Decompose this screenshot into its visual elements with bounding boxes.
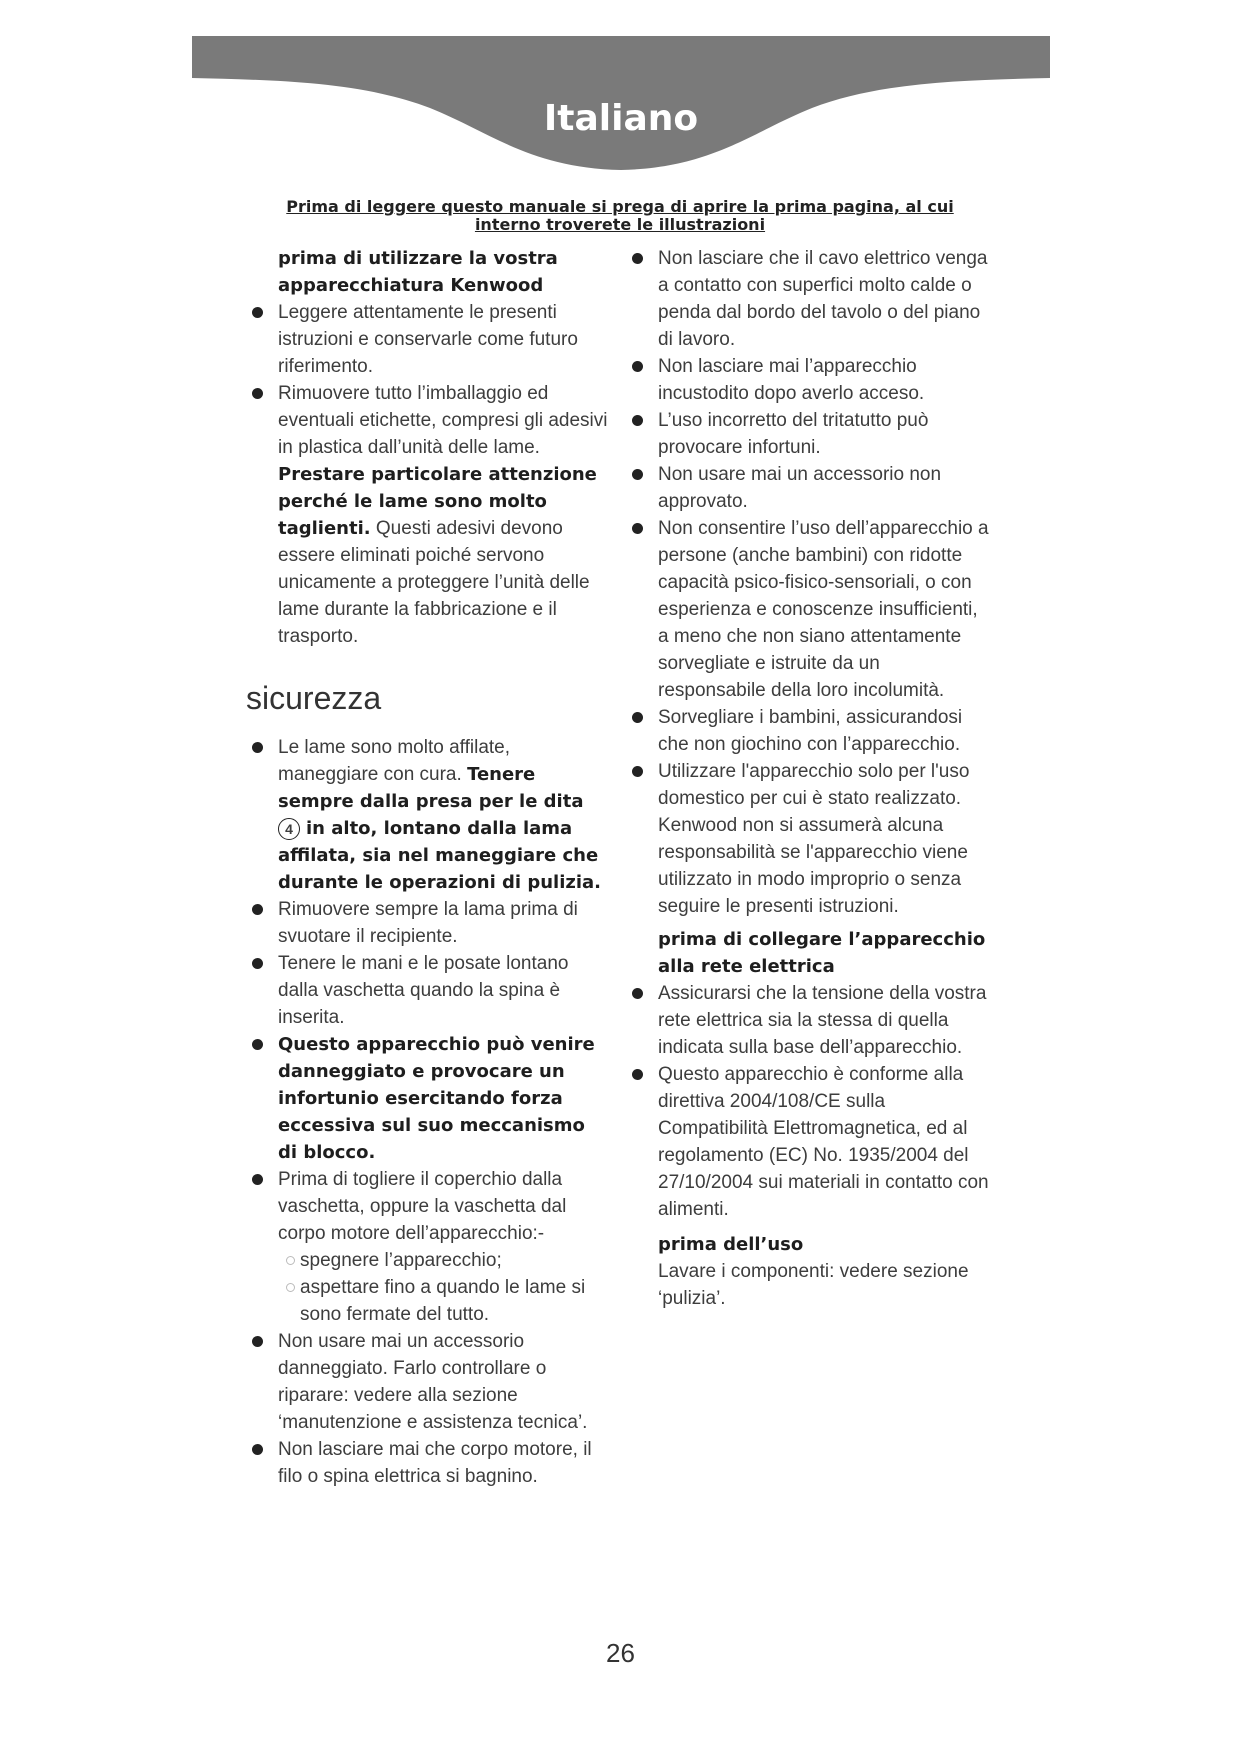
list-item: Non lasciare mai che corpo motore, il filo o spina elettrica si bagnino. [250, 1436, 610, 1490]
bullet-icon [632, 766, 643, 777]
safety-list-cont [250, 1328, 610, 1490]
list-item: Tenere le mani e le posate lontano dalla vaschetta quando la spina è inserita. [250, 950, 610, 1031]
list-item: Utilizzare l'apparecchio solo per l'uso domestico per cui è stato realizzato. Kenwood non si assumerà alcuna responsabilità se l'apparecchio viene utilizzato in modo improprio o senza seguire le presenti istruzioni. [630, 758, 990, 920]
bullet-icon [632, 361, 643, 372]
safety-list-right [630, 245, 990, 920]
list-item: Leggere attentamente le presenti istruzioni e conservarle come futuro riferimento. [250, 299, 610, 380]
bullet-icon [252, 904, 263, 915]
callout-number-icon: 4 [278, 818, 300, 840]
sub-list-item: aspettare fino a quando le lame si sono fermate del tutto. [250, 1274, 610, 1328]
left-column [246, 245, 610, 1490]
bullet-icon [632, 469, 643, 480]
list-item: Prima di togliere il coperchio dalla vaschetta, oppure la vaschetta dal corpo motore dell’apparecchio:- [250, 1166, 610, 1247]
bullet-icon [252, 307, 263, 318]
list-item: Rimuovere sempre la lama prima di svuotare il recipiente. [250, 896, 610, 950]
bullet-icon [252, 1039, 263, 1050]
sub-list-item: spegnere l’apparecchio; [250, 1247, 610, 1274]
sub-bullet-icon [286, 1283, 295, 1292]
bullet-icon [632, 712, 643, 723]
connection-list [630, 980, 990, 1223]
list-item: Non usare mai un accessorio danneggiato. Farlo controllare o riparare: vedere alla sezione ‘manutenzione e assistenza tecnica’. [250, 1328, 610, 1436]
list-item: Rimuovere tutto l’imballaggio ed eventuali etichette, compresi gli adesivi in plastica dall’unità delle lame. Prestare particolare attenzione perché le lame sono molto taglienti. Questi adesivi devono essere eliminati poiché servono unicamente a proteggere l’unità delle lame durante la fabbricazione e il trasporto. [250, 380, 610, 650]
page-header [192, 36, 1050, 196]
bullet-icon [252, 1444, 263, 1455]
section-title-safety: sicurezza [246, 680, 382, 716]
bullet-icon [632, 415, 643, 426]
bullet-icon [632, 253, 643, 264]
bullet-icon [632, 1069, 643, 1080]
heading-before-connecting: prima di collegare l’apparecchio alla rete elettrica [658, 929, 986, 977]
sub-bullet-icon [286, 1256, 295, 1265]
bullet-icon [252, 958, 263, 969]
list-item: Non consentire l’uso dell’apparecchio a persone (anche bambini) con ridotte capacità psico-fisico-sensoriali, o con esperienza e conoscenze insufficienti, a meno che non siano attentamente sorvegliate e istruite da un responsabile della loro incolumità. [630, 515, 990, 704]
bullet-icon [632, 523, 643, 534]
list-item: Questo apparecchio può venire danneggiato e provocare un infortunio esercitando forza eccessiva sul suo meccanismo di blocco. [250, 1031, 610, 1166]
illustrations-notice: Prima di leggere questo manuale si prega di aprire la prima pagina, al cui interno troverete le illustrazioni [286, 197, 954, 234]
list-item: Le lame sono molto affilate, maneggiare con cura. Tenere sempre dalla presa per le dita 4 in alto, lontano dalla lama affilata, sia nel maneggiare che durante le operazioni di pulizia. [250, 734, 610, 896]
heading-first-use: prima dell’uso [658, 1234, 804, 1255]
bullet-icon [252, 742, 263, 753]
heading-before-use: prima di utilizzare la vostra apparecchiatura Kenwood [278, 248, 558, 296]
list-item: Non lasciare mai l’apparecchio incustodito dopo averlo acceso. [630, 353, 990, 407]
page-number: 26 [606, 1638, 635, 1668]
list-item: Questo apparecchio è conforme alla direttiva 2004/108/CE sulla Compatibilità Elettromagnetica, ed al regolamento (EC) No. 1935/2004 del 27/10/2004 sui materiali in contatto con alimenti. [630, 1061, 990, 1223]
list-item: Non lasciare che il cavo elettrico venga a contatto con superfici molto calde o penda dal bordo del tavolo o del piano di lavoro. [630, 245, 990, 353]
list-item: Sorvegliare i bambini, assicurandosi che non giochino con l’apparecchio. [630, 704, 990, 758]
bullet-icon [252, 388, 263, 399]
page-language-title: Italiano [543, 98, 699, 139]
bullet-icon [252, 1336, 263, 1347]
intro-list [250, 299, 610, 650]
first-use-text: Lavare i componenti: vedere sezione ‘pulizia’. [658, 1261, 969, 1309]
list-item: L’uso incorretto del tritatutto può provocare infortuni. [630, 407, 990, 461]
safety-list [250, 734, 610, 1247]
right-column [630, 245, 990, 1312]
list-item: Non usare mai un accessorio non approvato. [630, 461, 990, 515]
bullet-icon [632, 988, 643, 999]
bullet-icon [252, 1174, 263, 1185]
list-item: Assicurarsi che la tensione della vostra rete elettrica sia la stessa di quella indicata sulla base dell’apparecchio. [630, 980, 990, 1061]
